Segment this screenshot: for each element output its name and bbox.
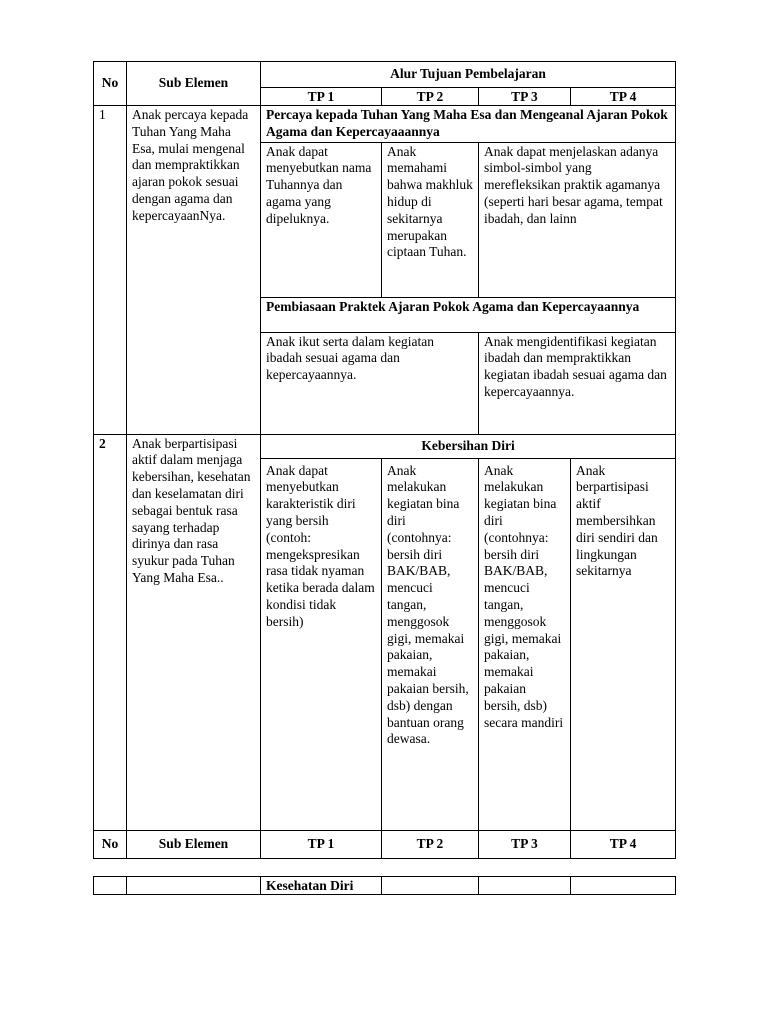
- row2-no: 2: [94, 434, 127, 830]
- next-row-tp4: [571, 877, 676, 895]
- row1-sub-elemen: Anak percaya kepada Tuhan Yang Maha Esa, mulai mengenal dan mempraktikkan ajaran pokok sesuai dengan agama dan kepercayaanNya.: [127, 106, 261, 435]
- row1-section1-title: Percaya kepada Tuhan Yang Maha Esa dan Mengeanal Ajaran Pokok Agama dan Kepercayaaannya: [261, 106, 676, 143]
- learning-goals-table: [93, 61, 676, 859]
- next-page-table: [93, 876, 676, 895]
- header-tp2: TP 2: [382, 88, 479, 106]
- footer-header-no: No: [94, 830, 127, 858]
- header-tp4: TP 4: [571, 88, 676, 106]
- footer-header-tp4: TP 4: [571, 830, 676, 858]
- header-tp1: TP 1: [261, 88, 382, 106]
- next-row-no: [94, 877, 127, 895]
- next-section-title: Kesehatan Diri: [261, 877, 382, 895]
- footer-header-tp2: TP 2: [382, 830, 479, 858]
- row2-tp4: Anak berpartisipasi aktif membersihkan diri sendiri dan lingkungan sekitarnya: [571, 458, 676, 830]
- header-alur-tujuan: Alur Tujuan Pembelajaran: [261, 62, 676, 88]
- next-row-tp3: [479, 877, 571, 895]
- next-row-sub-elemen: [127, 877, 261, 895]
- next-row-tp2: [382, 877, 479, 895]
- row1-s2-tp12: Anak ikut serta dalam kegiatan ibadah sesuai agama dan kepercayaannya.: [261, 332, 479, 434]
- row2-section-title: Kebersihan Diri: [261, 434, 676, 458]
- footer-header-sub-elemen: Sub Elemen: [127, 830, 261, 858]
- row1-section2-title: Pembiasaan Praktek Ajaran Pokok Agama dan Kepercayaannya: [261, 297, 676, 332]
- row1-s1-tp34: Anak dapat menjelaskan adanya simbol-simbol yang merefleksikan praktik agamanya (seperti hari besar agama, tempat ibadah, dan lainn: [479, 142, 676, 297]
- row1-s2-tp34: Anak mengidentifikasi kegiatan ibadah dan mempraktikkan kegiatan ibadah sesuai agama dan kepercayaannya.: [479, 332, 676, 434]
- row1-s1-tp2: Anak memahami bahwa makhluk hidup di sekitarnya merupakan ciptaan Tuhan.: [382, 142, 479, 297]
- footer-header-tp3: TP 3: [479, 830, 571, 858]
- header-sub-elemen: Sub Elemen: [127, 62, 261, 106]
- row2-tp3: Anak melakukan kegiatan bina diri (contohnya: bersih diri BAK/BAB, mencuci tangan, menggosok gigi, memakai pakaian, memakai pakaian bersih, dsb) secara mandiri: [479, 458, 571, 830]
- header-tp3: TP 3: [479, 88, 571, 106]
- row1-no: 1: [94, 106, 127, 435]
- footer-header-tp1: TP 1: [261, 830, 382, 858]
- header-no: No: [94, 62, 127, 106]
- row1-s1-tp1: Anak dapat menyebutkan nama Tuhannya dan agama yang dipeluknya.: [261, 142, 382, 297]
- row2-tp1: Anak dapat menyebutkan karakteristik diri yang bersih (contoh: mengekspresikan rasa tidak nyaman ketika berada dalam kondisi tidak bersih): [261, 458, 382, 830]
- row2-sub-elemen: Anak berpartisipasi aktif dalam menjaga kebersihan, kesehatan dan keselamatan diri sebagai bentuk rasa sayang terhadap dirinya dan rasa syukur pada Tuhan Yang Maha Esa..: [127, 434, 261, 830]
- row2-tp2: Anak melakukan kegiatan bina diri (contohnya: bersih diri BAK/BAB, mencuci tangan, menggosok gigi, memakai pakaian, memakai pakaian bersih, dsb) dengan bantuan orang dewasa.: [382, 458, 479, 830]
